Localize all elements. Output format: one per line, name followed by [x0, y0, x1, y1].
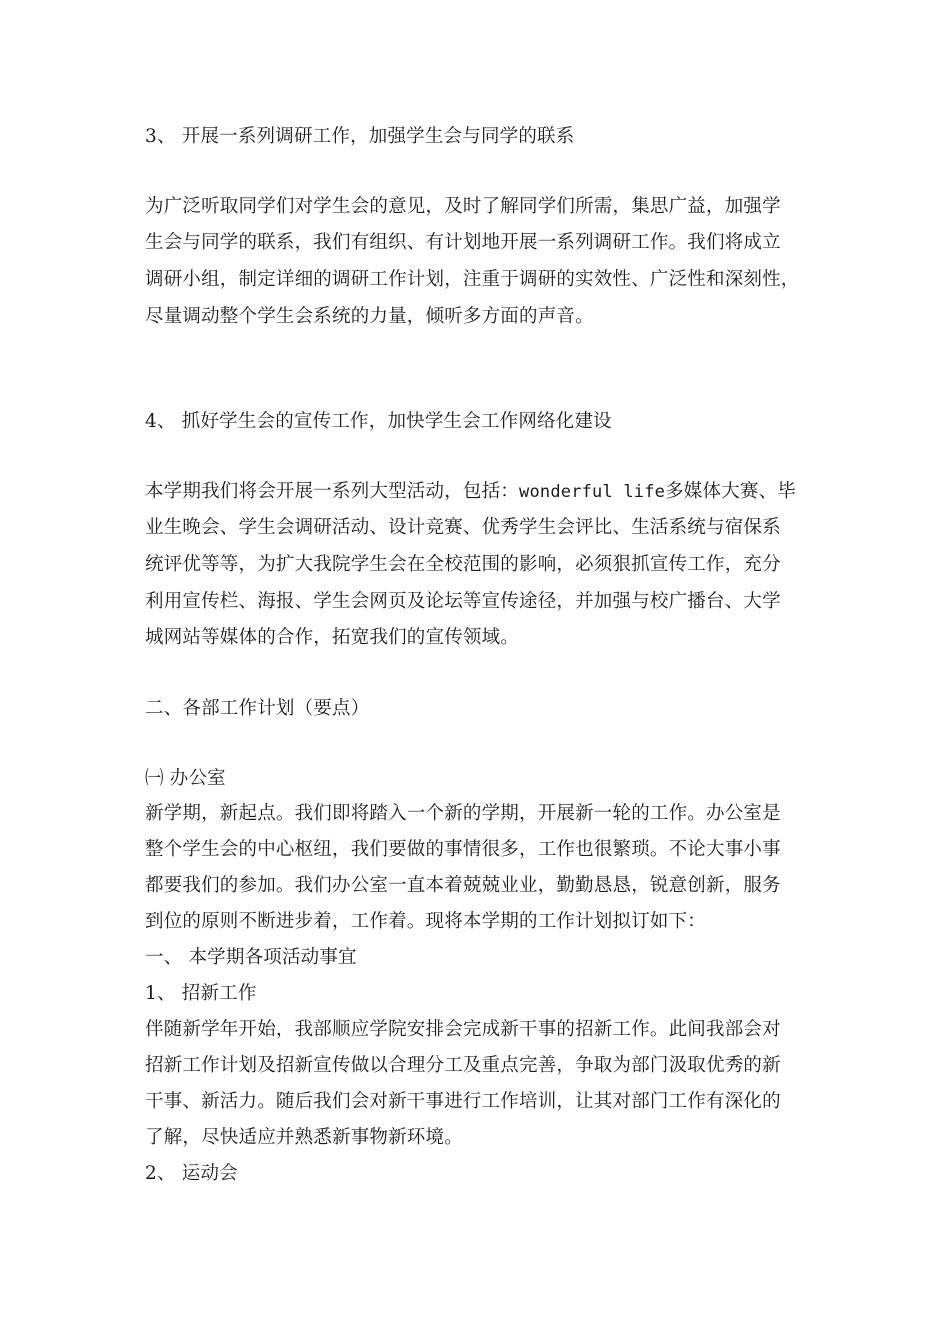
section-4-paragraph-line-5: 城网站等媒体的合作，拓宽我们的宣传领域。 [145, 627, 520, 648]
section-4-paragraph-line-4: 利用宣传栏、海报、学生会网页及论坛等宣传途径，并加强与校广播台、大学 [145, 591, 781, 612]
office-item-1-paragraph-line-4: 了解，尽快适应并熟悉新事物新环境。 [145, 1127, 463, 1148]
office-item-1-heading: 1、 招新工作 [145, 983, 257, 1004]
office-item-1-paragraph-line-2: 招新工作计划及招新宣传做以合理分工及重点完善，争取为部门汲取优秀的新 [145, 1055, 781, 1076]
office-paragraph-line-2: 整个学生会的中心枢纽，我们要做的事情很多，工作也很繁琐。不论大事小事 [145, 839, 781, 860]
section-3-heading: 3、 开展一系列调研工作，加强学生会与同学的联系 [145, 126, 575, 147]
office-paragraph-line-1: 新学期，新起点。我们即将踏入一个新的学期，开展新一轮的工作。办公室是 [145, 803, 781, 824]
part-2-heading: 二、各部工作计划（要点） [145, 698, 370, 719]
section-4-heading: 4、 抓好学生会的宣传工作，加快学生会工作网络化建设 [145, 411, 612, 432]
section-3-paragraph-line-2: 生会与同学的联系，我们有组织、有计划地开展一系列调研工作。我们将成立 [145, 232, 781, 253]
office-item-1-paragraph-line-3: 干事、新活力。随后我们会对新干事进行工作培训，让其对部门工作有深化的 [145, 1091, 781, 1112]
section-3-paragraph-line-4: 尽量调动整个学生会系统的力量，倾听多方面的声音。 [145, 306, 594, 327]
office-heading: ㈠ 办公室 [145, 768, 226, 789]
office-paragraph-line-3: 都要我们的参加。我们办公室一直本着兢兢业业，勤勤恳恳，锐意创新，服务 [145, 875, 781, 896]
office-paragraph-line-4: 到位的原则不断进步着，工作着。现将本学期的工作计划拟订如下： [145, 911, 707, 932]
office-item-2-heading: 2、 运动会 [145, 1163, 238, 1184]
section-4-paragraph-line-2: 业生晚会、学生会调研活动、设计竞赛、优秀学生会评比、生活系统与宿保系 [145, 517, 781, 538]
section-4-line-1-latin: wonderful life [519, 482, 666, 502]
section-4-paragraph-line-3: 统评优等等，为扩大我院学生会在全校范围的影响，必须狠抓宣传工作，充分 [145, 554, 781, 575]
section-3-paragraph-line-3: 调研小组，制定详细的调研工作计划，注重于调研的实效性、广泛性和深刻性， [145, 269, 800, 290]
section-3-paragraph-line-1: 为广泛听取同学们对学生会的意见，及时了解同学们所需，集思广益，加强学 [145, 196, 781, 217]
section-4-paragraph-line-1 [145, 480, 796, 504]
office-item-1-paragraph-line-1: 伴随新学年开始，我部顺应学院安排会完成新干事的招新工作。此间我部会对 [145, 1019, 781, 1040]
section-4-line-1-prefix: 本学期我们将会开展一系列大型活动，包括： [145, 481, 520, 502]
section-4-line-1-suffix: 多媒体大赛、毕 [665, 481, 797, 502]
office-subheading: 一、 本学期各项活动事宜 [145, 947, 357, 968]
